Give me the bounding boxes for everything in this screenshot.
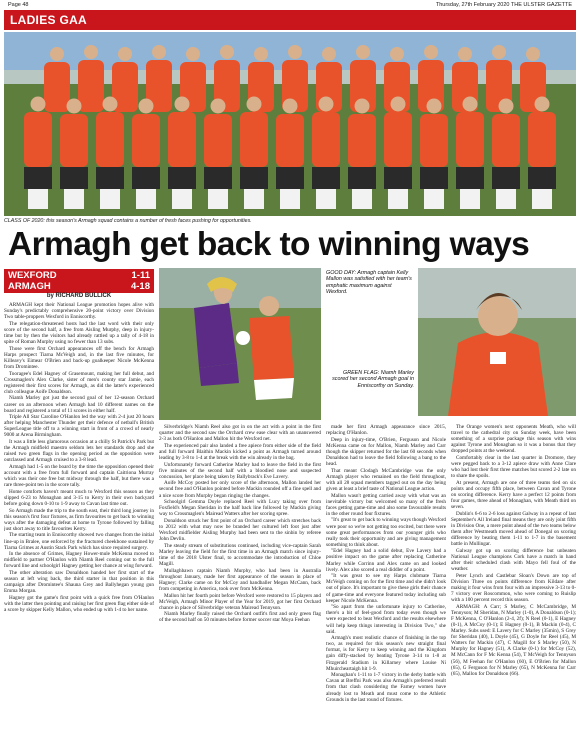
- headline: Armagh get back to winning ways: [8, 226, 530, 263]
- team-lineup: ARMAGH: A Carr; S Marley, C McCambridge, M Tennyson; M Sheridan, N Marley (1-0), A Donaldson (0-1); F McKenna, C O'Hanlon (2-4, 2f); N Reel (0-1), E Hagney (0-1), A McCoy (0-1); E Hagney (0-1), B Mackin (0-4), C Marley. Subs used: E Lavery for C Marley (35min), S Grey for Sheridan (40), L Doyle (45), G Doyle for Reel (45), M Watters for Mackin (47), C Magill for S Marley (50), N Murphy for Hagney (51), A Clarke (0-1) for McCoy (52), M McCann for F Mc Kenna (54), T McVeigh for Tennyson (56), M Feehan for O'Hanlon (60), E O'Brien for Mallon (65), G Ferguson for N Marley (65), N McKenna for Carr (65), Mallon for Donaldson (66).: [451, 603, 576, 677]
- paragraph: Dublin's 6-6 to 2-6 loss against Galway in a repeat of last September's All Ireland final means they are only joint fifth in Division One, a mere point ahead of the two teams below them after Westmeath moved ahead of Donegal on scoring difference by beating them 1-11 to 1-7 in the basement battle in Mullingar.: [451, 510, 576, 548]
- score-row-wexford: [8, 270, 150, 281]
- match-photo: [159, 268, 321, 420]
- paragraph: The experienced pair also landed a free apiece from either side of the field and full forward Blaithin Mackin kicked a point as Armagh turned around leading by 3-8 to 1-4 at the break with the win already in the bag.: [159, 442, 321, 461]
- captain-photo-image: [418, 268, 576, 416]
- paragraph: Comfortably clear in the last quarter in Dromore, they were pegged back to a 3-12 apiece draw with Anne Clare who had lost their first three matches but scored 2-2 late on to share the spoils.: [451, 454, 576, 480]
- paragraph: "So apart from the unfortunate injury to Catherine, there's a bit of feel-good from today even though we were expected to beat Wexford and the results elsewhere will help keep things interesting in Division Two," she said.: [326, 604, 446, 635]
- team-photo: [4, 32, 576, 216]
- article-column-1: [4, 302, 154, 733]
- paragraph: Mallon wasn't getting carried away with what was an inevitable victory but welcomed so many of the fresh faces getting game-time and also some favourable results in the other round four fixtures.: [326, 492, 446, 517]
- good-day-caption: [326, 270, 414, 295]
- paragraph: So Armagh made the trip to the south east, their third long journey in this season's first four fixtures, as firm favourites to get back to winning ways after the damaging defeat at home to Tyrone followed by falling just short away to title favourites Kerry.: [4, 507, 154, 532]
- paragraph: Unfortunately forward Catherine Marley had to leave the field in the first five minutes of the second half with a bloodied nose and suspected concussion, her place being taken by Ballybrack's Eve Lavery.: [159, 461, 321, 480]
- paragraph: Armagh had 1-5 on the board by the time the opposition opened their account with a free from full forward and captain Caitriona Murray which was their one free but midway through the half, but there was a rare three-point ten in the score tally.: [4, 463, 154, 489]
- paragraph: The Orange women's next opponents Meath, who will travel to the cathedral city on Sunday week, have been something of a surprise package this season with wins against Tyrone and Monaghan so it was a bonus that they dropped points at the weekend.: [451, 424, 576, 455]
- paragraph: The steady stream of substitutions continued, including vice-captain Sarah Marley leaving the field for the first time in an Armagh match since injury-time of the 2018 Ulster final, to accommodate the introduction of Chloe Magill.: [159, 542, 321, 568]
- paragraph: Monaghan's 1-11 to 1-7 victory in the derby battle with Cavan at Breffni Park was also Armagh's preferred result from that clash considering the Farney women have already lost to Meath and must come to the Athletic Grounds in the last round of fixtures.: [326, 672, 446, 703]
- team-name: WEXFORD: [8, 270, 57, 281]
- paragraph: The relegation-threatened hosts had the last word with their only score of the second half, a free from Aisling Murphy, deep in injury-time but by then the visitors had already rattled up a tally of 4-18 in spite of Roman Murphy using no fewer than 13 subs.: [4, 320, 154, 346]
- team-score: 4-18: [130, 281, 150, 292]
- paragraph: Silverbridge's Niamh Reel also got in on the act with a point in the first quarter and the second saw the Orchard crew ease clear with an unanswered 2-3 as both O'Hanlon and Mallon hit the Wexford net.: [159, 424, 321, 443]
- byline: by RICHARD BULLICK: [46, 293, 112, 299]
- scoreline: [4, 269, 154, 293]
- page-number: Page 48: [8, 2, 29, 8]
- paragraph: Those were first Orchard appearances off the bench for Armagh Harps prospect Tiarna McVeigh and, in the last five minutes, for Killeavy's Eimear O'Brien and back-up goalkeeper Nicole McKenna from Dromintee.: [4, 345, 154, 370]
- paragraph: Galway got up on scoring difference but unbeaten National League champions Cork have a match in hand after their scheduled clash with Mayo fell foul of the weather.: [451, 547, 576, 573]
- paragraph: The other alteration saw Donaldson handed her first start of the season at left wing back, the third starter in that position in this campaign after Dromintee's Shauna Grey and Ballyhegan young gun Emma Morgan.: [4, 570, 154, 595]
- paragraph: At present, Armagh are one of three teams tied on six points and occupy fifth place, between Cavan and Tyrone on scoring difference. Kerry have a perfect 12 points from four games, three ahead of Monaghan, with Meath third on seven.: [451, 479, 576, 511]
- paragraph: made her first Armagh appearance since 2015, replacing O'Hanlon.: [326, 424, 446, 437]
- paragraph: ARMAGH kept their National League promotion hopes alive with Sunday's predictably comprehensive 20-point victory over Division Two table-proppers Wexford in Enniscorthy.: [4, 302, 154, 321]
- paragraph: Donaldson struck her first point of an Orchard career which stretches back to 2012 with what may now be branded her cultured left foot just after Wexford midfielder Aisling Murphy had been sent to the sinbin by referee John Devlin.: [159, 517, 321, 543]
- caption-text: GOOD DAY: Armagh captain Kelly Mallon was satisfied with her team's emphatic maximum against Wexford.: [326, 270, 412, 295]
- green-flag-caption: [326, 370, 414, 389]
- page-header: [0, 0, 580, 9]
- paragraph: Armagh's most realistic chance of finishing in the top two, as required for this season's new straight final format, is for Kerry to keep winning and the Kingdom gain diffy-stacked by beating Tyrone 3-14 to 1-8 at Fitzgerald Stadium in Killarney where Louise Ní Mhuircheartaigh hit 1-9.: [326, 635, 446, 672]
- paragraph: Home comforts haven't meant much to Wexford this season as they slipped 6-23 to Monaghan and 3-15 to Kerry in their own backyard before going down 0-10 to 1-9 away to Cavan last time out.: [4, 488, 154, 507]
- paragraph: Niamh Marley got just the second goal of her 12-season Orchard career on an afternoon when Armagh had 10 different names on the board and registered a total of 11 scores in either half.: [4, 395, 154, 414]
- score-row-armagh: [8, 281, 150, 292]
- paragraph: Mallon hit her fourth point before Wexford were restored to 15 players and McVeigh, Armagh Minor Player of the Year for 2019, got her first Orchard chance in place of Silverbridge veteran Mairead Tennyson.: [159, 592, 321, 611]
- article-column-2: [159, 424, 321, 733]
- caption-text: GREEN FLAG: Niamh Marley scored her second Armagh goal in Enniscorthy on Sunday.: [332, 370, 414, 389]
- team-photo-caption: CLASS OF 2020: this season's Armagh squad contains a number of fresh faces pushing for opportunities.: [4, 218, 252, 224]
- paragraph: The starting team in Enniscorthy showed two changes from the initial line-up in Bralee, one enforced by the fractured cheekbone sustained by Tiarna Grimes at Austin Stack Park which has since required surgery.: [4, 532, 154, 551]
- team-photo-image: [4, 32, 576, 216]
- team-name: ARMAGH: [8, 281, 51, 292]
- paragraph: Deep in injury-time, O'Brien, Ferguson and Nicole McKenna came on for Mallon, Niamh Marley and Carr though the skipper returned for the last 60 seconds when Donaldson had to leave the field following a bang to the head.: [326, 436, 446, 468]
- paragraph: That meant Clodagh McCambridge was the only Armagh player who remained on the field throughout, with all 28 squad members tagged out on the day being given at least a brief taste of National League action.: [326, 467, 446, 492]
- paragraph: Schoolgirl Gemma Doyle replaced Reel with Lucy taking over from Foxfield's Megan Sheridan in the half back line followed by Mackin giving way to Crossmaglen's Mairead Watters after her scoring spree.: [159, 499, 321, 518]
- team-score: 1-11: [131, 270, 150, 281]
- article-column-3: [326, 424, 446, 733]
- article-column-4: [451, 424, 576, 733]
- paragraph: "It's great to get back to winning ways though Wexford were poor so we're not getting too excited, but there were some great performances from our younger girls who really took their opportunity and are giving management something to think about.: [326, 517, 446, 548]
- paragraph: Tooragee's Edel Hagney of Grasemount, making her full debut, and Crossmaglen's Alex Clarke, sister of men's county star Jamie, each registered their first scores for Armagh, as did the latter's experienced club colleague Aoife Donaldson.: [4, 370, 154, 395]
- paragraph: Aoife McCoy posted her only score of the afternoon, Mallon landed her second free and O'Hanlon pointed before Mackin rounded off a fine spell and a nice score from Murphy began ringing the changes.: [159, 480, 321, 499]
- issue-date: Thursday, 27th February 2020 THE ULSTER GAZETTE: [435, 2, 572, 8]
- paragraph: "It was great to see my Harps clubmate Tiarna McVeigh coming on for the first time and she didn't look out of place. It's important to give these girls their chance of game-time and everyone featured today including sub keeper Nicole McKenna.: [326, 573, 446, 604]
- paragraph: In the absence of Grimes, Hagney Hower-mule McKenna moved to midfield to partner O'Hanlon with Niamh Reel coming out to the full forward line and schoolgirl Hagney getting her chance at wing forward.: [4, 551, 154, 570]
- paragraph: Niamh Marley finally raised the Orchard outfit's first and only green flag of the second half on 50 minutes before former soccer star Moya Feehan: [159, 611, 321, 624]
- section-banner: LADIES GAA: [4, 10, 576, 30]
- captain-photo: [418, 268, 576, 416]
- paragraph: Peter Lynch and Castlebar Sloan's Down are top of Division Three on points difference from Kildare after making it four wins from four with an impressive 3-13 to 0-7 victory over Roscommon, who were coming to Ruislip with a 100 percent record this season.: [451, 572, 576, 604]
- paragraph: "Edel Hagney had a solid debut, Eve Lavery had a positive impact on the game after replacing Catherine Marley while Corrinn and Alex came on and looked lively. Alex also scored a real diddler of a point.: [326, 548, 446, 573]
- paragraph: Mullaghbawn captain Niamh Murphy, who had been in Australia throughout January, made her first appearance of the season in place of Hagney; Clarke came on for McCoy and handballer Megan McCann, back from competing in America, took over from McKenna.: [159, 567, 321, 592]
- paragraph: It was a little less glamorous occasion at a chilly St Patrick's Park but the Armagh midfield maestro seldom lets her standards drop and she raised two green flags in the opening period as the opposition were outclassed and Armagh cruised to a 3-8 lead.: [4, 439, 154, 464]
- paragraph: Hagney got the game's first point with a quick free from O'Hanlon with the latter then pointing and raising her first green flag either side of a score by skipper Kelly Mallon, who ended up with 1-4 to her name.: [4, 594, 154, 614]
- match-photo-image: [159, 268, 321, 420]
- paragraph: Triple All Star Caroline O'Hanlon led the way with 2-4 just 20 hours after helping Manchester Thunder get their defence of netball's British SuperLeague title off to a winning start in front of a crowd of nearly 9000 at Arena Birmingham.: [4, 414, 154, 439]
